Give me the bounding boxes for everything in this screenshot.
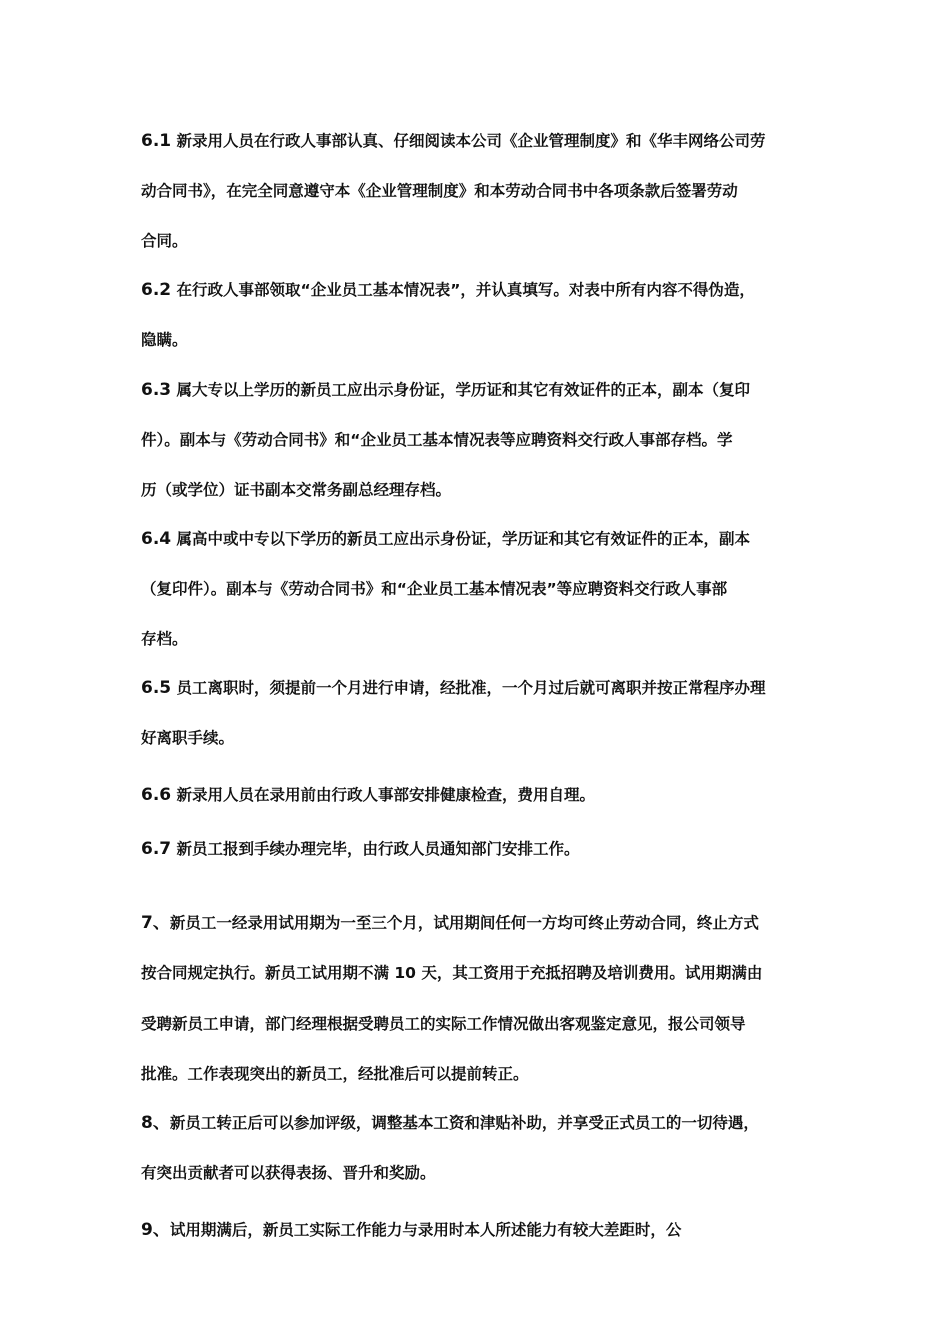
clause-6-3-line-1 xyxy=(141,380,831,400)
clause-6-1-line-1 xyxy=(141,131,831,151)
clause-6-4-line-1 xyxy=(141,529,831,549)
clause-text: 新员工转正后可以参加评级，调整基本工资和津贴补助，并享受正式员工的一切待遇， xyxy=(169,1114,759,1132)
clause-6-5-line-2: 好离职手续。 xyxy=(141,729,235,747)
clause-number: 6.1 xyxy=(141,131,172,151)
clause-text: 新录用人员在录用前由行政人事部安排健康检查，费用自理。 xyxy=(176,786,596,804)
clause-number: 6.6 xyxy=(141,785,172,805)
clause-6-5-line-1 xyxy=(141,678,831,698)
clause-number: 9、 xyxy=(141,1220,170,1240)
clause-9-line-1 xyxy=(141,1220,831,1240)
clause-6-4-line-2: （复印件）。副本与《劳动合同书》和“企业员工基本情况表”等应聘资料交行政人事部 xyxy=(141,580,728,598)
clause-number: 7、 xyxy=(141,913,170,933)
clause-8-line-2: 有突出贡献者可以获得表扬、晋升和奖励。 xyxy=(141,1164,436,1182)
clause-text: 新员工一经录用试用期为一至三个月，试用期间任何一方均可终止劳动合同，终止方式 xyxy=(169,914,759,932)
clause-text: 在行政人事部领取“企业员工基本情况表”，并认真填写。对表中所有内容不得伪造， xyxy=(176,281,755,299)
clause-6-4-line-3: 存档。 xyxy=(141,630,188,648)
clause-6-2-line-1 xyxy=(141,280,831,300)
clause-7-line-1 xyxy=(141,913,831,933)
clause-6-7-line-1 xyxy=(141,839,831,859)
clause-text: 属高中或中专以下学历的新员工应出示身份证，学历证和其它有效证件的正本，副本 xyxy=(176,530,751,548)
clause-6-3-line-3: 历（或学位）证书副本交常务副总经理存档。 xyxy=(141,481,452,499)
clause-number: 6.5 xyxy=(141,678,172,698)
clause-6-2-line-2: 隐瞒。 xyxy=(141,331,188,349)
clause-6-6-line-1 xyxy=(141,785,831,805)
clause-number: 6.2 xyxy=(141,280,172,300)
clause-number: 8、 xyxy=(141,1113,170,1133)
clause-text: 属大专以上学历的新员工应出示身份证，学历证和其它有效证件的正本，副本（复印 xyxy=(176,381,751,399)
clause-6-1-line-2: 动合同书》，在完全同意遵守本《企业管理制度》和本劳动合同书中各项条款后签署劳动 xyxy=(141,182,738,200)
clause-number: 6.4 xyxy=(141,529,172,549)
clause-7-line-4: 批准。工作表现突出的新员工，经批准后可以提前转正。 xyxy=(141,1065,529,1083)
clause-text: 新录用人员在行政人事部认真、仔细阅读本公司《企业管理制度》和《华丰网络公司劳 xyxy=(176,132,766,150)
clause-7-line-3: 受聘新员工申请，部门经理根据受聘员工的实际工作情况做出客观鉴定意见，报公司领导 xyxy=(141,1015,746,1033)
clause-text: 试用期满后，新员工实际工作能力与录用时本人所述能力有较大差距时，公 xyxy=(169,1221,682,1239)
clause-number: 6.3 xyxy=(141,380,172,400)
clause-6-1-line-3: 合同。 xyxy=(141,232,188,250)
clause-text: 新员工报到手续办理完毕，由行政人员通知部门安排工作。 xyxy=(176,840,580,858)
clause-text: 员工离职时，须提前一个月进行申请，经批准，一个月过后就可离职并按正常程序办理 xyxy=(176,679,766,697)
clause-7-line-2: 按合同规定执行。新员工试用期不满 10 天，其工资用于充抵招聘及培训费用。试用期满由 xyxy=(141,964,763,982)
clause-8-line-1 xyxy=(141,1113,831,1133)
clause-number: 6.7 xyxy=(141,839,172,859)
clause-6-3-line-2: 件）。副本与《劳动合同书》和“企业员工基本情况表等应聘资料交行政人事部存档。学 xyxy=(141,431,733,449)
